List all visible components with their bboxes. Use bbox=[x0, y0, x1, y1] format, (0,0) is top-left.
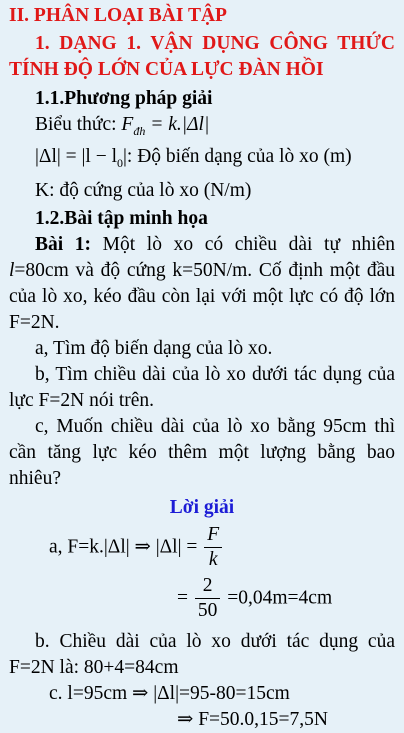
deformation-text: |: Độ biến dạng của lò xo (m) bbox=[123, 145, 352, 167]
fraction2-denominator: 50 bbox=[195, 598, 221, 623]
examples-title: 1.2.Bài tập minh họa bbox=[35, 207, 208, 229]
problem-1 bbox=[9, 232, 395, 336]
solution-b: b. Chiều dài của lò xo dưới tác dụng của F=2N là: 80+4=84cm bbox=[9, 630, 395, 678]
solution-a-line1 bbox=[9, 523, 395, 572]
solution-a-eq: = bbox=[177, 587, 188, 609]
stiffness-line: K: độ cứng của lò xo (N/m) bbox=[35, 179, 252, 201]
solution-c-line2: ⇒ F=50.0,15=7,5N bbox=[177, 708, 329, 730]
fraction-numerator: F bbox=[207, 523, 220, 545]
solution-c-line1: c. l=95cm ⇒ |Δl|=95-80=15cm bbox=[49, 682, 290, 704]
formula-label: Biểu thức: bbox=[35, 114, 122, 135]
solution-a-line2 bbox=[9, 574, 395, 623]
formula-force-sub: đh bbox=[133, 123, 146, 138]
fraction2-numerator: 2 bbox=[202, 574, 213, 596]
deformation-formula: |Δl| = |l − l bbox=[35, 145, 117, 167]
method-title: 1.1.Phương pháp giải bbox=[35, 88, 213, 109]
deformation-sub: 0 bbox=[117, 155, 123, 170]
fraction-denominator: k bbox=[204, 547, 222, 572]
deformation-line bbox=[9, 144, 395, 176]
solution-title: Lời giải bbox=[169, 496, 235, 518]
fraction-f-over-k bbox=[204, 523, 222, 572]
problem-label: Bài 1: bbox=[35, 233, 92, 255]
solution-a-prefix: a, F=k.|Δl| ⇒ |Δl| = bbox=[49, 536, 198, 558]
formula-force: F bbox=[121, 114, 134, 135]
solution-a-result: =0,04m=4cm bbox=[227, 587, 333, 609]
formula-rhs: = k.|Δl| bbox=[145, 114, 210, 135]
formula-line bbox=[9, 112, 395, 144]
section-title: II. PHÂN LOẠI BÀI TẬP bbox=[9, 5, 227, 26]
heading-dang-1: 1. DẠNG 1. VẬN DỤNG CÔNG THỨC TÍNH ĐỘ LỚN CỦA LỰC ĐÀN HỒI bbox=[9, 33, 395, 80]
question-b: b, Tìm chiều dài của lò xo dưới tác dụng của lực F=2N nói trên. bbox=[9, 363, 395, 411]
problem-length-symbol: l bbox=[9, 259, 15, 281]
question-c: c, Muốn chiều dài của lò xo bằng 95cm thì cần tăng lực kéo thêm một lượng bằng bao nhiêu? bbox=[9, 415, 395, 489]
problem-text-b: =80cm và độ cứng k=50N/m. Cố định một đầu của lò xo, kéo đầu còn lại với một lực có độ lớn F=2N. bbox=[9, 259, 395, 333]
question-a: a, Tìm độ biến dạng của lò xo. bbox=[35, 337, 273, 359]
fraction-2-over-50 bbox=[195, 574, 221, 623]
problem-text-a: Một lò xo có chiều dài tự nhiên bbox=[91, 233, 395, 255]
